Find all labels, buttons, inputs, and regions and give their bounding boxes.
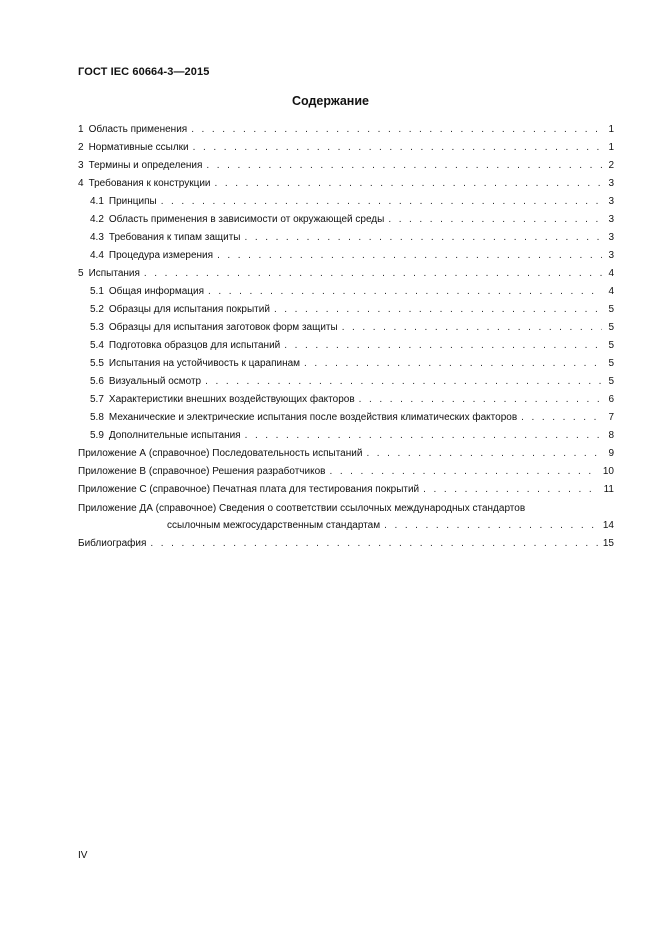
dot-leader: [342, 319, 602, 337]
toc-entry-page: 14: [602, 520, 614, 531]
toc-entry[interactable]: [78, 373, 614, 391]
toc-entry-label: Дополнительные испытания: [108, 430, 241, 441]
toc-entry-label: Требования к типам защиты: [108, 232, 241, 243]
toc-entry-page: 1: [608, 124, 614, 135]
dot-leader: [205, 373, 602, 391]
toc-entry-label: Нормативные ссылки: [88, 142, 189, 153]
dot-leader: [215, 175, 602, 193]
toc-entry-label: Приложение С (справочное) Печатная плата для тестирования покрытий: [78, 484, 420, 495]
toc-entry-number: 4.2: [90, 214, 104, 225]
toc-entry-label: Общая информация: [108, 286, 205, 297]
standard-designation: ГОСТ IEC 60664-3—2015: [78, 66, 210, 78]
toc-entry[interactable]: [78, 535, 614, 553]
toc-entry-page: 8: [608, 430, 614, 441]
dot-leader: [384, 517, 599, 535]
toc-entry-number: 5.6: [90, 376, 104, 387]
toc-entry-page: 4: [608, 286, 614, 297]
toc-entry-label: Приложение ДА (справочное) Сведения о соответствии ссылочных международных стандартов: [78, 503, 526, 514]
toc-entry[interactable]: [78, 175, 614, 193]
toc-entry-label: Приложение А (справочное) Последовательность испытаний: [78, 448, 363, 459]
toc-entry-number: 4.3: [90, 232, 104, 243]
toc-entry-page: 3: [608, 232, 614, 243]
toc-entry-label: Область применения в зависимости от окружающей среды: [108, 214, 385, 225]
dot-leader: [150, 535, 598, 553]
toc-entry-page: 1: [608, 142, 614, 153]
toc-entry-page: 10: [602, 466, 614, 477]
toc-entry-label: Образцы для испытания покрытий: [108, 304, 270, 315]
toc-entry-page: 3: [608, 250, 614, 261]
dot-leader: [217, 247, 602, 265]
toc-entry-number: 2: [78, 142, 84, 153]
toc-entry[interactable]: [78, 211, 614, 229]
toc-entry[interactable]: [78, 337, 614, 355]
dot-leader: [274, 301, 602, 319]
toc-entry-page: 15: [602, 538, 614, 549]
toc-entry[interactable]: [78, 391, 614, 409]
toc-entry-page: 3: [608, 196, 614, 207]
page-title: Содержание: [291, 94, 369, 108]
toc-entry[interactable]: [78, 427, 614, 445]
toc-entry-label: ссылочным межгосударственным стандартам: [167, 520, 381, 531]
toc-entry-number: 4: [78, 178, 84, 189]
toc-entry-label: Процедура измерения: [108, 250, 214, 261]
dot-leader: [521, 409, 602, 427]
toc-entry-number: 4.1: [90, 196, 104, 207]
dot-leader: [161, 193, 602, 211]
dot-leader: [304, 355, 602, 373]
toc-entry[interactable]: [78, 265, 614, 283]
toc-entry[interactable]: [78, 283, 614, 301]
toc-entry-page: 5: [608, 358, 614, 369]
toc-entry[interactable]: [78, 157, 614, 175]
toc-entry-number: 1: [78, 124, 84, 135]
toc-entry[interactable]: [78, 355, 614, 373]
dot-leader: [388, 211, 602, 229]
toc-entry-page: 3: [608, 178, 614, 189]
dot-leader: [191, 121, 602, 139]
toc-entry[interactable]: [78, 247, 614, 265]
toc-entry-number: 3: [78, 160, 84, 171]
dot-leader: [366, 445, 602, 463]
toc-entry[interactable]: [78, 501, 614, 517]
dot-leader: [144, 265, 602, 283]
toc-entry-page: 5: [608, 340, 614, 351]
toc-entry[interactable]: [78, 481, 614, 499]
dot-leader: [245, 229, 603, 247]
toc-entry-label: Подготовка образцов для испытаний: [108, 340, 281, 351]
toc-entry-number: 4.4: [90, 250, 104, 261]
toc-entry-page: 4: [608, 268, 614, 279]
toc-entry[interactable]: [78, 229, 614, 247]
toc-entry[interactable]: [78, 319, 614, 337]
toc-entry-number: 5.7: [90, 394, 104, 405]
table-of-contents: [78, 121, 614, 553]
dot-leader: [284, 337, 602, 355]
toc-entry-page: 3: [608, 214, 614, 225]
toc-entry-page: 6: [608, 394, 614, 405]
toc-entry-number: 5.9: [90, 430, 104, 441]
toc-entry-page: 5: [608, 376, 614, 387]
toc-entry-label: Образцы для испытания заготовок форм защиты: [108, 322, 338, 333]
toc-entry-number: 5.5: [90, 358, 104, 369]
toc-entry-label: Область применения: [88, 124, 188, 135]
toc-entry[interactable]: [78, 193, 614, 211]
toc-entry[interactable]: [78, 139, 614, 157]
dot-leader: [206, 157, 602, 175]
toc-entry-page: 11: [603, 484, 614, 495]
toc-entry-page: 7: [608, 412, 614, 423]
dot-leader: [359, 391, 602, 409]
toc-entry-page: 9: [608, 448, 614, 459]
toc-entry[interactable]: [78, 463, 614, 481]
page-number: IV: [78, 850, 88, 861]
dot-leader: [329, 463, 598, 481]
toc-entry-label: Характеристики внешних воздействующих факторов: [108, 394, 355, 405]
dot-leader: [208, 283, 602, 301]
toc-entry-page: 2: [608, 160, 614, 171]
dot-leader: [193, 139, 602, 157]
toc-entry[interactable]: [78, 301, 614, 319]
toc-entry-label: Визуальный осмотр: [108, 376, 202, 387]
toc-entry-label: Требования к конструкции: [88, 178, 211, 189]
toc-entry[interactable]: [78, 445, 614, 463]
toc-entry[interactable]: [78, 409, 614, 427]
toc-entry-label: Термины и определения: [88, 160, 203, 171]
dot-leader: [245, 427, 602, 445]
toc-entry-number: 5.2: [90, 304, 104, 315]
toc-entry[interactable]: [78, 121, 614, 139]
toc-entry-number: 5.4: [90, 340, 104, 351]
toc-entry-continuation[interactable]: [78, 517, 614, 535]
toc-entry-page: 5: [608, 304, 614, 315]
toc-entry-label: Библиография: [78, 538, 147, 549]
toc-entry-label: Принципы: [108, 196, 157, 207]
toc-entry-number: 5: [78, 268, 84, 279]
toc-entry-number: 5.8: [90, 412, 104, 423]
dot-leader: [423, 481, 599, 499]
toc-entry-label: Испытания: [88, 268, 140, 279]
toc-entry-page: 5: [608, 322, 614, 333]
toc-entry-number: 5.1: [90, 286, 104, 297]
toc-entry-label: Механические и электрические испытания после воздействия климатических факторов: [108, 412, 518, 423]
toc-entry-label: Испытания на устойчивость к царапинам: [108, 358, 301, 369]
toc-entry-number: 5.3: [90, 322, 104, 333]
toc-entry-label: Приложение В (справочное) Решения разработчиков: [78, 466, 326, 477]
